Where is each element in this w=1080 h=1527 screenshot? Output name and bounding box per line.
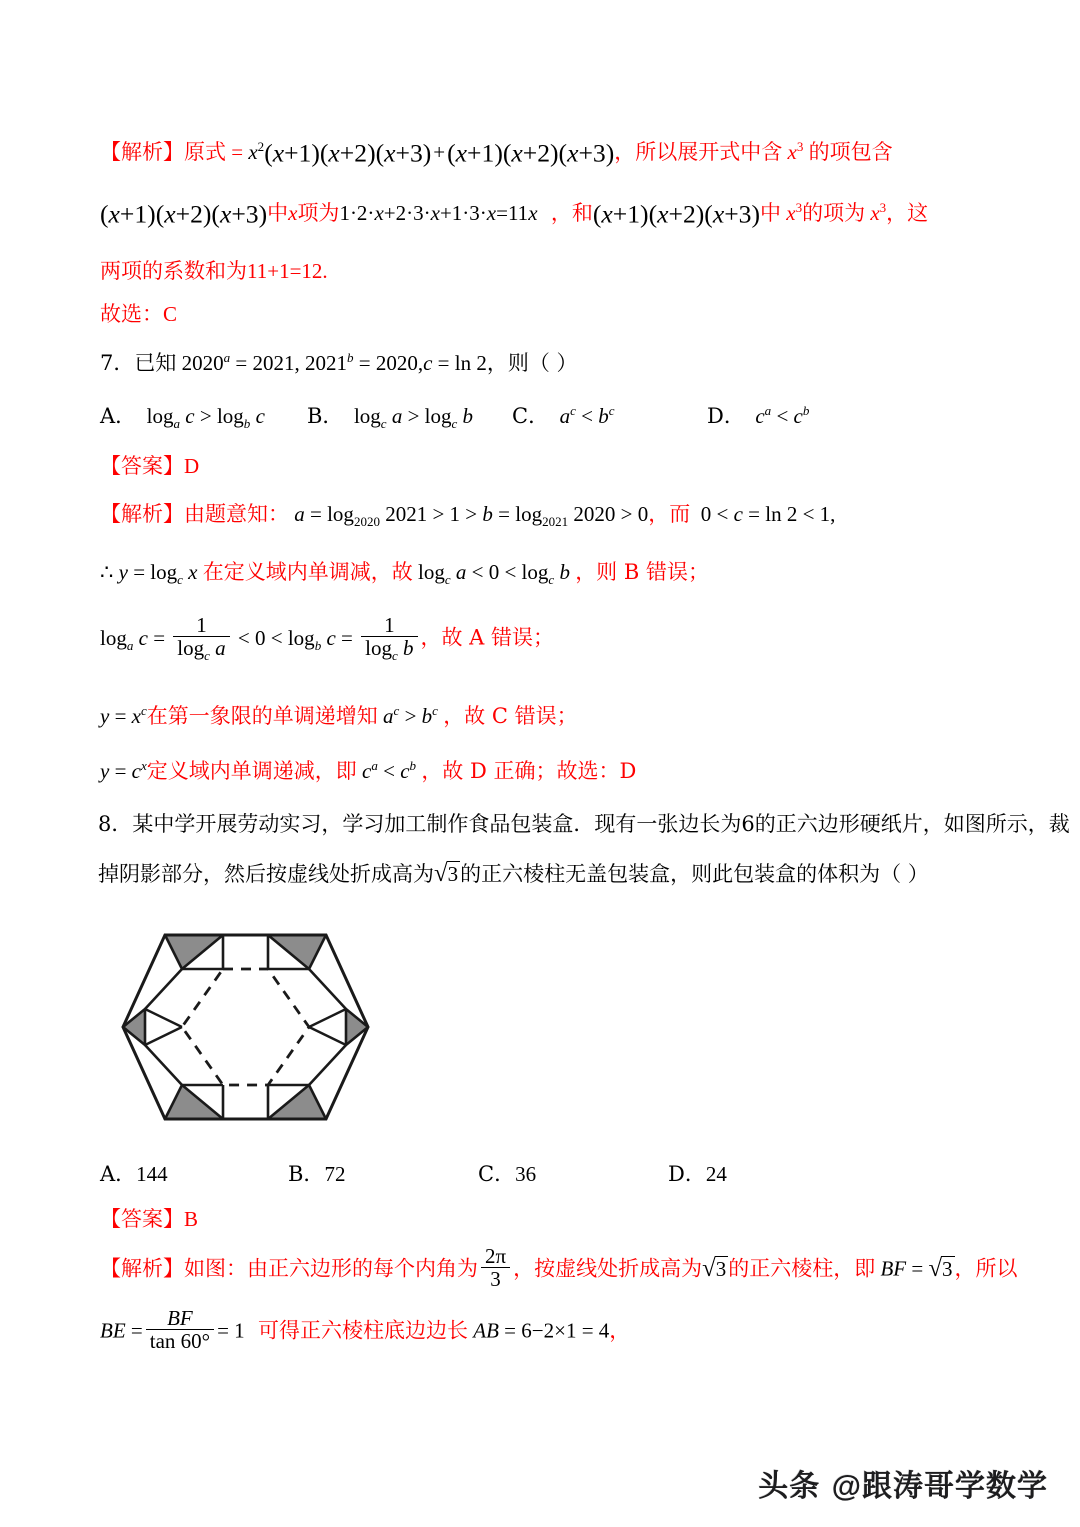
q8-option-b-key: B． (288, 1162, 325, 1186)
q8-option-a-key: A． (100, 1162, 137, 1186)
shaded-corner-right (346, 1009, 368, 1045)
q8-stem-line-1-text: 某中学开展劳动实习，学习加工制作食品包装盒．现有一张边长为6的正六边形硬纸片，如图所示，裁 (132, 812, 1070, 836)
hex-shaded-corners (123, 935, 368, 1119)
q8-s1-bf-expr: BF = (875, 1256, 924, 1281)
q6-line3-expression: 11+1=12 (247, 259, 323, 283)
q6-solution-line-2 (100, 197, 928, 229)
q8-s2-be-label: BE = (100, 1318, 143, 1343)
q8-option-c[interactable] (478, 1158, 536, 1188)
q7-option-b-key: B． (307, 404, 344, 428)
q6-line2-zhong-2: 中 (759, 201, 781, 225)
connector-left-lower (145, 1027, 182, 1045)
q6-choice-value: C (163, 302, 178, 326)
q7-answer-value: D (184, 454, 200, 478)
q7-solution-line-2 (100, 556, 709, 586)
q8-answer-label: 【答案】 (100, 1207, 184, 1231)
connector-right-upper (309, 1009, 346, 1027)
q6-factor-group-1: (x+1)(x+2)(x+3) (264, 138, 432, 168)
shaded-corner-top-left (165, 935, 223, 969)
q7-option-d-key: D． (707, 404, 745, 428)
q7-s4-tail: ，故 C 错误； (443, 704, 578, 728)
q6-line1-comma: ， (614, 140, 636, 164)
q8-answer-line (100, 1203, 198, 1233)
q6-line2-gap (538, 201, 551, 225)
q7-option-a-expr: $\log_a c > \log_b c$ (141, 404, 265, 432)
q8-stem-line-2 (98, 858, 929, 888)
q7-s1-expression: $a = \log_{2020} 2021 > 1 > b = \log_{2021} 2020 > 0$ (294, 502, 649, 530)
q6-line2-tail: ，这 (886, 201, 929, 225)
connector-right-lower (309, 1027, 346, 1045)
q8-solution-line-1 (100, 1243, 1018, 1294)
q7-answer-label: 【答案】 (100, 454, 184, 478)
q7-solution-line-5 (100, 755, 636, 785)
q7-s2-expression: $y = \log_c x$ (118, 560, 198, 588)
q7-solution-line-4 (100, 700, 578, 730)
q6-line1-tail-2: 的项包含 (808, 140, 893, 164)
q8-s1-mid-2: 的正六棱柱，即 (728, 1256, 876, 1281)
q7-s3-expression: $\log_a c$ = $\frac{1}{\log_c a}$ < $0 < \log_b c$ = $\frac{1}{\log_c b}$ (100, 626, 421, 650)
q7-s1-lead: 由题意知： (184, 502, 289, 526)
q6-factor-group-3: (x+1)(x+2)(x+3) (100, 199, 268, 229)
q6-line2-expression: 1·2·x+2·3·x+1·3·x=11x (339, 201, 538, 225)
q7-answer-line (100, 450, 199, 480)
outer-hexagon-outline (123, 935, 368, 1119)
corner-connector-strokes (145, 969, 346, 1085)
q8-figure-container (120, 903, 390, 1151)
q8-s2-text-body: 可得正六棱柱底边边长 (258, 1318, 469, 1343)
q6-choice-line (100, 298, 177, 328)
q7-stem-lead: 已知 (134, 351, 177, 375)
q7-option-a-key: A． (100, 404, 137, 428)
q8-solution-line-2 (100, 1305, 631, 1356)
q7-stem (100, 347, 578, 377)
q7-s2-comma: ，则 B 错误； (575, 560, 709, 584)
q7-solution-line-3 (100, 612, 555, 664)
q6-line3-period: . (322, 259, 328, 283)
q8-option-c-key: C． (478, 1162, 516, 1186)
q6-line2-he: 和 (571, 201, 593, 225)
q8-stem-line-2-b: 的正六棱柱无盖包装盒，则此包装盒的体积为（ ） (460, 862, 929, 886)
q7-s3-frac1-den: $\log_c a$ (177, 636, 226, 664)
q7-s5-text: 定义域内单调递减，即 (146, 759, 357, 783)
q7-s3-tail: ，故 A 错误； (420, 625, 555, 650)
watermark-handle: 跟涛哥学数学 (862, 1469, 1048, 1504)
inner-hexagon-fold-lines (182, 969, 309, 1085)
q8-sqrt-3-bf: √3 (928, 1254, 953, 1282)
q7-option-c-key: C． (512, 404, 550, 428)
q7-option-a[interactable] (100, 400, 265, 430)
watermark-prefix: 头条 (758, 1469, 821, 1504)
q7-s1-expression-2: 0 < c = ln 2 < 1, (690, 502, 836, 526)
q6-factor-group-4: (x+1)(x+2)(x+3) (592, 199, 760, 229)
q7-s2-therefore-symbol: ∴ (100, 560, 114, 584)
q8-s2-frac-den: tan 60° (149, 1329, 211, 1354)
q6-eq-sign: = (226, 140, 249, 164)
q7-s3-frac2-num: 1 (361, 614, 417, 637)
watermark-at-symbol: @ (831, 1470, 862, 1503)
q6-line2-xiangwei-2: 的项为 (802, 201, 866, 225)
q8-s1-frac-num: 2π (481, 1245, 510, 1268)
q8-option-b-value: 72 (324, 1162, 346, 1186)
q6-x-cubed-1: $x^3$ (782, 139, 804, 164)
q7-option-c-expr: $a^c < b^c$ (554, 403, 615, 428)
q7-option-b[interactable] (307, 400, 473, 430)
q7-option-d-expr: $c^a < c^b$ (750, 403, 810, 428)
q7-s5-expression-2: $c^a < c^b$ (356, 758, 417, 783)
q7-s1-er: 而 (669, 502, 691, 526)
q8-s1-fraction (481, 1245, 510, 1291)
q8-s2-fraction (146, 1307, 214, 1353)
q7-stem-expression: $2020^a = 2021$, $2021^b = 2020,c = \ln 2$ (176, 350, 487, 375)
shaded-corner-top-right (268, 935, 326, 969)
q8-option-b[interactable] (288, 1158, 345, 1188)
q8-s2-ab-expr: AB = 6−2×1 = 4 (473, 1318, 610, 1343)
q7-s2-text: 在定义域内单调减，故 (202, 560, 413, 584)
q7-solution-label: 【解析】 (100, 502, 184, 526)
q6-x-cubed-3: $x^3$ (865, 200, 887, 225)
q8-option-a-value: 144 (136, 1162, 168, 1186)
q6-line2-comma: ， (550, 201, 572, 225)
q8-option-d-value: 24 (705, 1162, 727, 1186)
q8-option-a[interactable] (100, 1158, 168, 1188)
shaded-corner-bottom-left (165, 1085, 223, 1119)
q8-option-d-key: D． (668, 1162, 706, 1186)
q6-solution-line-1 (100, 136, 893, 168)
q8-s1-tail: ，所以 (954, 1256, 1018, 1281)
q7-stem-tail: 则（ ） (507, 351, 578, 375)
q6-solution-line-3 (100, 255, 328, 285)
hexagon-net-diagram (120, 903, 390, 1151)
q7-option-c[interactable] (512, 400, 614, 430)
q6-line2-zhong-1: 中 (267, 201, 289, 225)
q8-answer-value: B (184, 1207, 199, 1231)
watermark (758, 1461, 1048, 1505)
q8-s2-text (245, 1319, 258, 1343)
q8-s1-frac-den: 3 (490, 1267, 501, 1292)
q7-number: 7． (100, 351, 135, 375)
flap-line-upper-left (145, 969, 182, 1009)
q7-stem-comma: ， (486, 351, 508, 375)
q8-s2-eq: = 1 (217, 1318, 245, 1343)
q7-s2-expression-2: $\log_c a < 0 < \log_c b$ (412, 560, 570, 588)
q6-x-cubed-2: $x^3$ (780, 200, 803, 225)
flap-line-lower-left (145, 1045, 182, 1085)
fold-flap-edges (145, 935, 346, 1119)
q8-s2-comma: ， (609, 1318, 631, 1343)
q7-s4-expression-2: $a^c > b^c$ (377, 703, 438, 728)
q7-s4-text: 在第一象限的单调递增知 (146, 704, 378, 728)
q7-s5-tail: ，故 D 正确；故选：D (421, 759, 637, 783)
q8-sqrt-3-sol: √3 (702, 1254, 727, 1282)
q6-line2-xiangwei-1: 项为 (297, 201, 340, 225)
q8-option-d[interactable] (668, 1158, 727, 1188)
connector-left-upper (145, 1009, 182, 1027)
shaded-corner-left (123, 1009, 145, 1045)
flap-line-lower-right (309, 1045, 346, 1085)
q8-s1-lead: 如图：由正六边形的每个内角为 (184, 1256, 478, 1281)
q7-solution-line-1 (100, 498, 835, 528)
q7-s5-expression: $y = c^x$ (100, 758, 147, 783)
q8-solution-label: 【解析】 (100, 1256, 184, 1281)
q8-stem-line-2-a: 掉阴影部分，然后按虚线处折成高为 (98, 862, 434, 886)
q6-x-term: $x^2$ (248, 139, 265, 164)
q6-solution-lead: 原式 (184, 140, 226, 164)
q8-sqrt-3-stem: √3 (434, 860, 459, 887)
q7-s3-frac1-num: 1 (173, 614, 229, 637)
shaded-corner-bottom-right (268, 1085, 326, 1119)
q6-plus-sign: + (433, 140, 446, 164)
q8-option-c-value: 36 (515, 1162, 537, 1186)
q8-s2-frac-num: BF (146, 1307, 214, 1330)
q6-line3-lead: 两项的系数和为 (100, 259, 247, 283)
q7-option-d[interactable] (707, 400, 809, 430)
q7-s3-frac2-den: $\log_c b$ (365, 636, 414, 664)
flap-line-upper-right (309, 969, 346, 1009)
q7-s1-comma: ， (648, 502, 670, 526)
q6-choice-label: 故选： (100, 302, 163, 326)
q8-number: 8． (98, 812, 133, 836)
q8-s1-mid: ，按虚线处折成高为 (513, 1256, 703, 1281)
q7-s4-expression: $y = x^c$ (100, 703, 147, 728)
q7-option-b-expr: $\log_c a > \log_c b$ (348, 404, 474, 432)
q6-line2-x: x (288, 201, 298, 225)
q6-solution-label: 【解析】 (100, 140, 184, 164)
q8-stem-line-1 (98, 808, 1070, 838)
q6-line1-tail: 所以展开式中含 (635, 140, 783, 164)
q6-factor-group-2: (x+1)(x+2)(x+3) (447, 138, 615, 168)
